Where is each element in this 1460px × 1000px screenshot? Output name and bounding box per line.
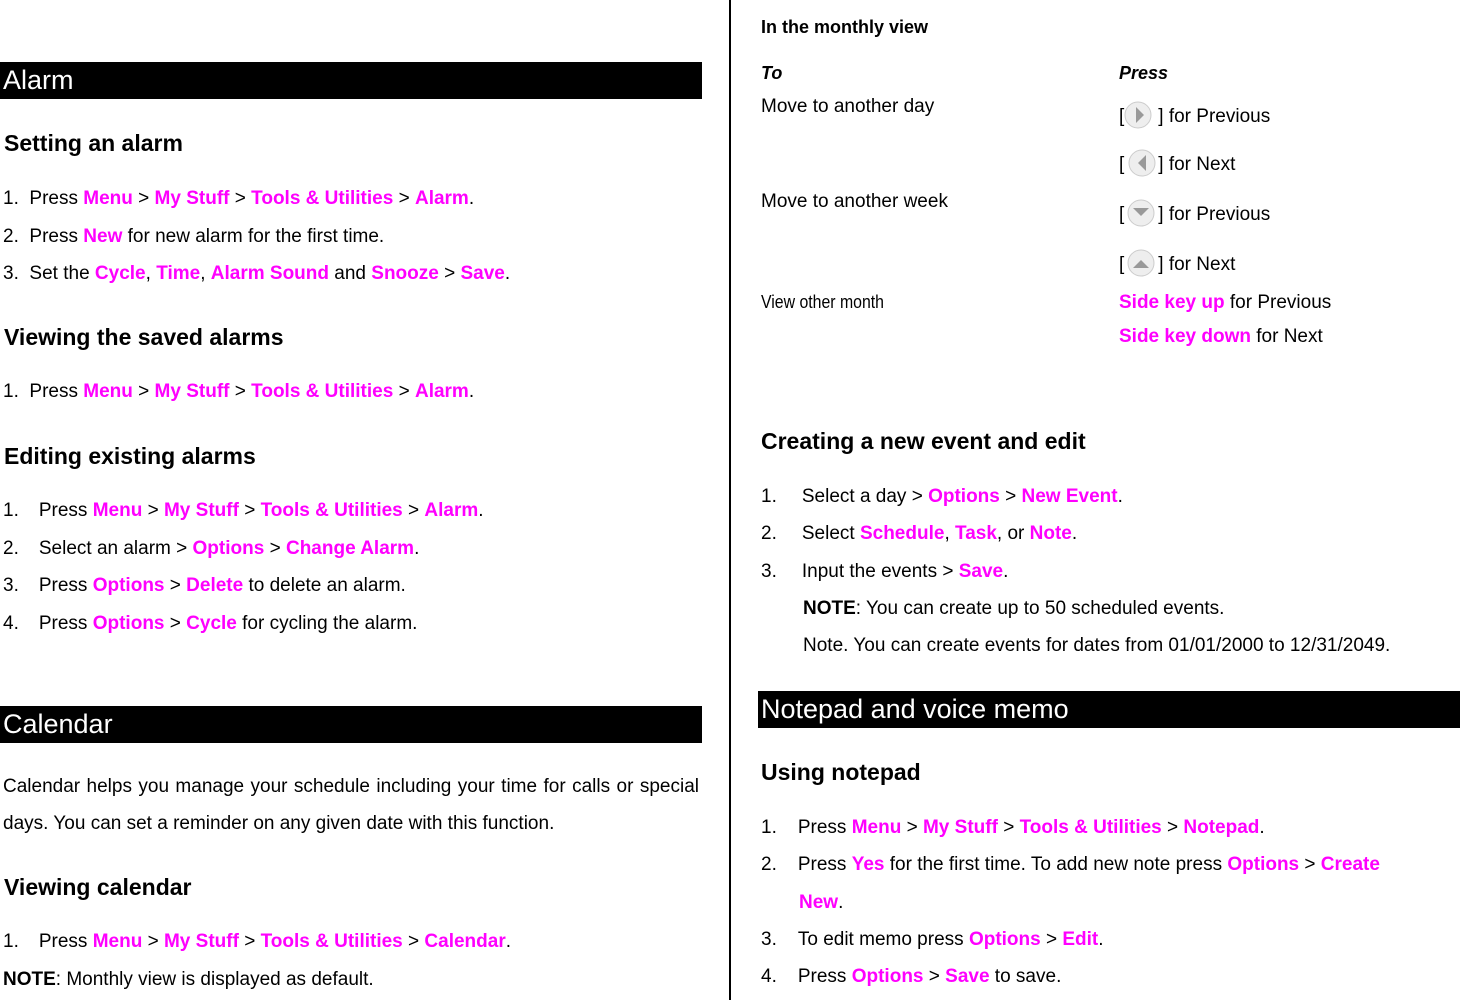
list-item: 2. Press Yes for the first time. To add new note press Options > Create [761, 854, 1380, 875]
left-column [0, 0, 702, 1000]
list-item: 1. Press Menu > My Stuff > Tools & Utilities > Alarm. [3, 381, 475, 402]
heading-create-event: Creating a new event and edit [761, 428, 1086, 454]
list-item: 2. Select Schedule, Task, or Note. [761, 523, 1078, 544]
list-item: 2. Select an alarm > Options > Change Alarm. [3, 538, 420, 559]
press-day-previous: [ ] for Previous [1119, 98, 1270, 132]
event-note-limit: NOTE: You can create up to 50 scheduled events. [803, 598, 1225, 619]
section-title: Calendar [3, 709, 113, 739]
table-header-press: Press [1119, 63, 1169, 83]
press-week-next: [ ] for Next [1119, 246, 1235, 280]
press-month-previous: Side key up for Previous [1119, 292, 1332, 313]
list-item: 3. Input the events > Save. [761, 561, 1009, 582]
event-note-dates: Note. You can create events for dates from 01/01/2000 to 12/31/2049. [803, 635, 1391, 656]
list-item: 3. Press Options > Delete to delete an alarm. [3, 575, 406, 596]
list-item: 2. Press New for new alarm for the first time. [3, 226, 385, 247]
calendar-intro: Calendar helps you manage your schedule including your time for calls or special days. You can set a reminder on any given date with this function. [3, 776, 699, 834]
monthly-view-heading: In the monthly view [761, 17, 929, 37]
press-week-previous: [ ] for Previous [1119, 196, 1270, 230]
list-item: 1. Press Menu > My Stuff > Tools & Utilities > Calendar. [3, 931, 511, 952]
list-item: 3. Set the Cycle, Time, Alarm Sound and Snooze > Save. [3, 263, 511, 284]
list-item-continuation: New. [799, 892, 844, 913]
column-divider [729, 0, 731, 1000]
list-item: 1. Select a day > Options > New Event. [761, 486, 1123, 507]
press-day-next: [ ] for Next [1119, 146, 1235, 180]
heading-editing-alarms: Editing existing alarms [4, 443, 256, 469]
list-item: 4. Press Options > Save to save. [761, 966, 1062, 987]
right-column [758, 0, 1460, 1000]
row-label-day: Move to another day [761, 96, 935, 117]
row-label-month: View other month [761, 292, 884, 312]
heading-viewing-alarms: Viewing the saved alarms [4, 324, 284, 350]
nav-down-icon [1124, 196, 1158, 230]
row-label-week: Move to another week [761, 191, 948, 212]
list-item: 1. Press Menu > My Stuff > Tools & Utilities > Notepad. [761, 817, 1265, 838]
list-item: 1. Press Menu > My Stuff > Tools & Utilities > Alarm. [3, 500, 484, 521]
heading-using-notepad: Using notepad [761, 759, 921, 785]
section-bar-calendar [0, 706, 702, 743]
heading-setting-alarm: Setting an alarm [4, 130, 183, 156]
nav-left-icon [1124, 146, 1158, 180]
list-item: 1. Press Menu > My Stuff > Tools & Utilities > Alarm. [3, 188, 475, 209]
section-title: Notepad and voice memo [761, 694, 1069, 724]
list-item: 4. Press Options > Cycle for cycling the alarm. [3, 613, 418, 634]
section-bar-alarm [0, 62, 702, 99]
press-month-next: Side key down for Next [1119, 326, 1323, 347]
heading-viewing-calendar: Viewing calendar [4, 874, 192, 900]
section-bar-notepad [758, 691, 1460, 728]
nav-up-icon [1124, 246, 1158, 280]
table-header-to: To [761, 63, 783, 83]
list-item: 3. To edit memo press Options > Edit. [761, 929, 1104, 950]
nav-right-icon [1124, 98, 1158, 132]
section-title: Alarm [3, 65, 74, 95]
note-monthly-default: NOTE: Monthly view is displayed as default. [3, 969, 374, 990]
